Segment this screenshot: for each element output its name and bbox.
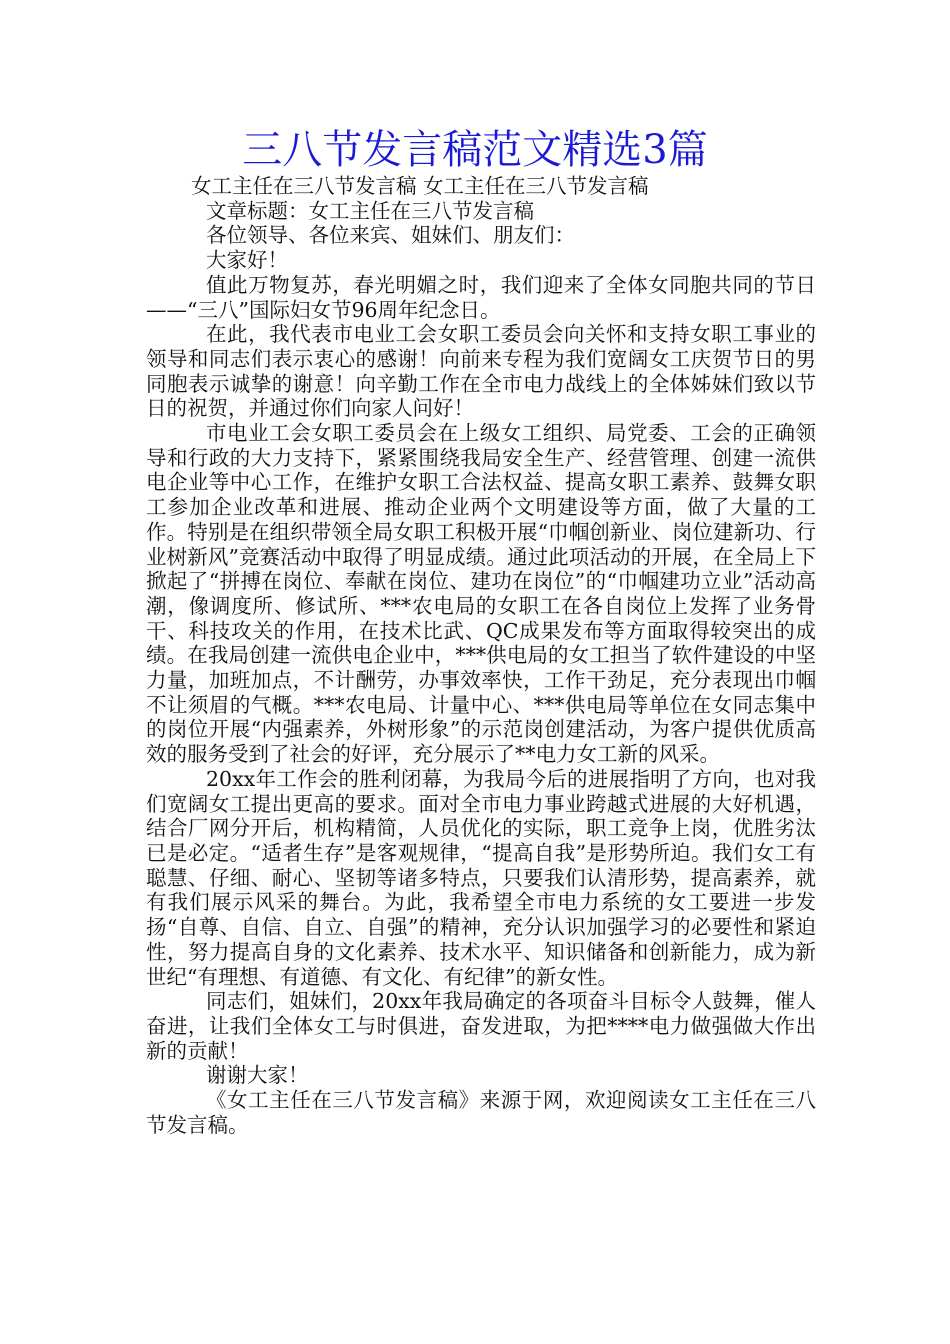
paragraph: 同志们，姐妹们，20xx年我局确定的各项奋斗目标令人鼓舞，催人奋进，让我们全体女工与时俱进，奋发进取，为把****电力做强做大作出新的贡献！ xyxy=(146,989,816,1063)
document-body xyxy=(146,174,816,1137)
paragraph: 20xx年工作会的胜利闭幕，为我局今后的进展指明了方向，也对我们宽阔女工提出更高的要求。面对全市电力事业跨越式进展的大好机遇，结合厂网分开后，机构精简，人员优化的实际，职工竞争上岗，优胜劣汰已是必定。“适者生存”是客观规律，“提高自我”是形势所迫。我们女工有聪慧、仔细、耐心、坚韧等诸多特点，只要我们认清形势，提高素养，就有我们展示风采的舞台。为此，我希望全市电力系统的女工要进一步发扬“自尊、自信、自立、自强”的精神，充分认识加强学习的必要性和紧迫性，努力提高自身的文化素养、技术水平、知识储备和创新能力，成为新世纪“有理想、有道德、有文化、有纪律”的新女性。 xyxy=(146,766,816,989)
paragraph: 值此万物复苏，春光明媚之时，我们迎来了全体女同胞共同的节日——“三八”国际妇女节96周年纪念日。 xyxy=(146,272,816,322)
subtitle-line: 女工主任在三八节发言稿 女工主任在三八节发言稿 xyxy=(191,174,649,198)
greeting: 大家好！ xyxy=(206,248,288,273)
paragraph: 市电业工会女职工委员会在上级女工组织、局党委、工会的正确领导和行政的大力支持下，紧紧围绕我局安全生产、经营管理、创建一流供电企业等中心工作，在维护女职工合法权益、提高女职工素养、鼓舞女职工参加企业改革和进展、推动企业两个文明建设等方面，做了大量的工作。特别是在组织带领全局女职工积极开展“巾帼创新业、岗位建新功、行业树新风”竞赛活动中取得了明显成绩。通过此项活动的开展，在全局上下掀起了“拼搏在岗位、奉献在岗位、建功在岗位”的“巾帼建功立业”活动高潮，像调度所、修试所、***农电局的女职工在各自岗位上发挥了业务骨干、科技攻关的作用，在技术比武、QC成果发布等方面取得较突出的成绩。在我局创建一流供电企业中，***供电局的女工担当了软件建设的中坚力量，加班加点，不计酬劳，办事效率快，工作干劲足，充分表现出巾帼不让须眉的气概。***农电局、计量中心、***供电局等单位在女同志集中的岗位开展“内强素养，外树形象”的示范岗创建活动，为客户提供优质高效的服务受到了社会的好评，充分展示了**电力女工新的风采。 xyxy=(146,421,816,767)
closing-paragraph: 《女工主任在三八节发言稿》来源于网，欢迎阅读女工主任在三八节发言稿。 xyxy=(146,1088,816,1137)
thanks-line: 谢谢大家！ xyxy=(206,1063,309,1088)
salutation: 各位领导、各位来宾、姐妹们、朋友们： xyxy=(206,223,575,248)
paragraph: 在此，我代表市电业工会女职工委员会向关怀和支持女职工事业的领导和同志们表示衷心的感谢！向前来专程为我们宽阔女工庆贺节日的男同胞表示诚挚的谢意！向辛勤工作在全市电力战线上的全体姊妹们致以节日的祝贺，并通过你们向家人问好！ xyxy=(146,322,816,421)
article-title-line: 文章标题：女工主任在三八节发言稿 xyxy=(206,198,534,223)
document-title: 三八节发言稿范文精选3篇 xyxy=(242,127,708,173)
